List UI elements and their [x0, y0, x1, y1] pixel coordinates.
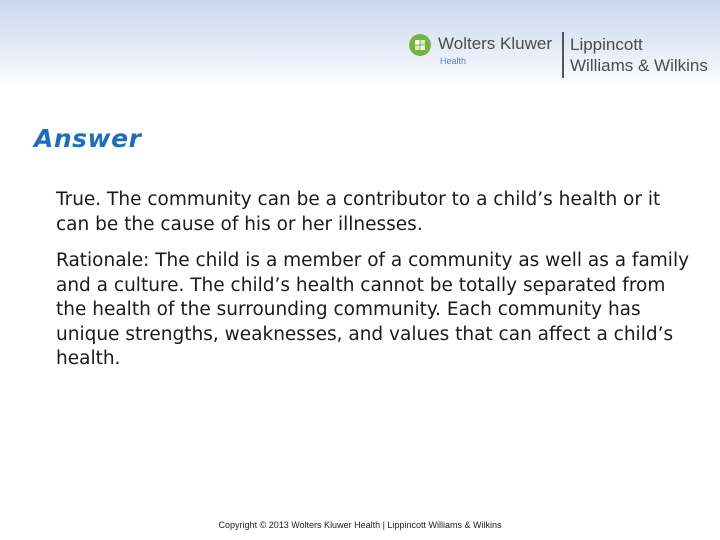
slide-title: Answer [34, 124, 142, 153]
imprint-line-2: Williams & Wilkins [570, 56, 708, 75]
header-band [0, 0, 720, 90]
imprint-line-1: Lippincott [570, 35, 643, 54]
rationale-paragraph: Rationale: The child is a member of a community as well as a family and a culture. The child’s health cannot be totally separated from the health of the surrounding community. Each community has unique strengths, weaknesses, and values that can affect a child’s health. [56, 250, 690, 369]
answer-paragraph: True. The community can be a contributor to a child’s health or it can be the cause of his or her illnesses. [56, 189, 661, 235]
brand-division: Health [440, 56, 467, 66]
copyright-footer: Copyright © 2013 Wolters Kluwer Health | Lippincott Williams & Wilkins [218, 520, 502, 530]
wolters-kluwer-logo-icon [408, 33, 432, 57]
logo-divider [562, 32, 564, 78]
slide-body [56, 188, 696, 384]
brand-name: Wolters Kluwer [438, 34, 552, 53]
imprint-name [570, 34, 708, 76]
